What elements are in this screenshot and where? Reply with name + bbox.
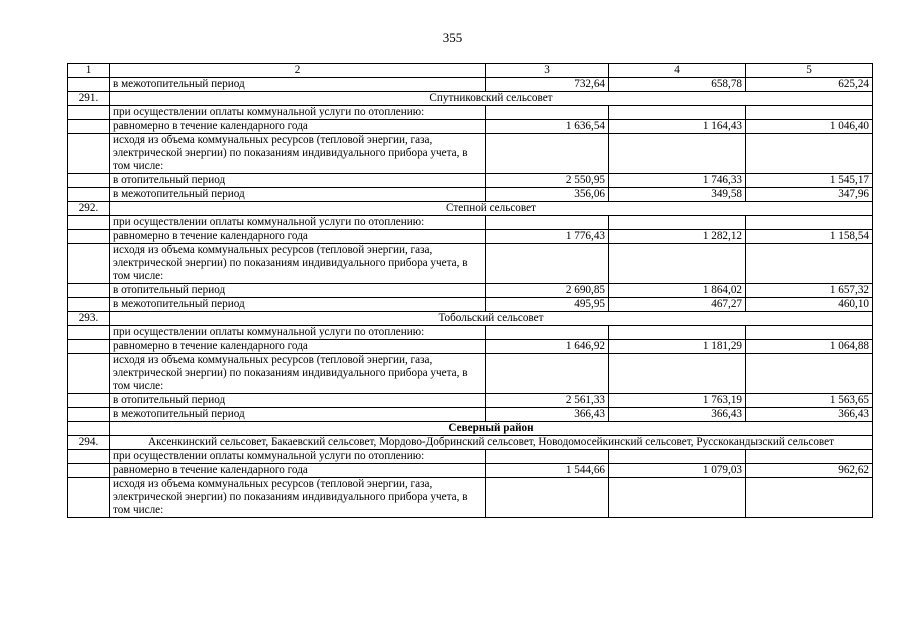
row-label: при осуществлении оплаты коммунальной услуги по отоплению: — [110, 450, 486, 464]
section-title: Тобольский сельсовет — [110, 312, 873, 326]
header-col-1: 1 — [68, 64, 110, 78]
row-value-col-3: 2 690,85 — [486, 284, 609, 298]
row-value-col-5: 366,43 — [746, 408, 873, 422]
row-number-cell — [68, 174, 110, 188]
row-value-col-4: 1 746,33 — [609, 174, 746, 188]
header-col-3: 3 — [486, 64, 609, 78]
row-number-cell — [68, 450, 110, 464]
row-value-col-5 — [746, 106, 873, 120]
header-col-4: 4 — [609, 64, 746, 78]
row-number-cell — [68, 244, 110, 284]
row-value-col-3 — [486, 478, 609, 518]
table-row — [68, 298, 873, 312]
section-row — [68, 312, 873, 326]
row-number-cell — [68, 188, 110, 202]
section-number: 294. — [68, 436, 110, 450]
table-row — [68, 244, 873, 284]
row-value-col-4: 658,78 — [609, 78, 746, 92]
row-value-col-5 — [746, 354, 873, 394]
row-label: равномерно в течение календарного года — [110, 230, 486, 244]
table-row — [68, 174, 873, 188]
page-number: 355 — [442, 30, 463, 45]
row-value-col-4: 1 079,03 — [609, 464, 746, 478]
row-value-col-4: 1 181,29 — [609, 340, 746, 354]
row-value-col-5: 1 046,40 — [746, 120, 873, 134]
table-row — [68, 230, 873, 244]
section-row — [68, 202, 873, 216]
row-value-col-4 — [609, 354, 746, 394]
row-label: в отопительный период — [110, 284, 486, 298]
row-value-col-5: 460,10 — [746, 298, 873, 312]
row-value-col-3: 1 776,43 — [486, 230, 609, 244]
table-row — [68, 284, 873, 298]
row-value-col-4 — [609, 244, 746, 284]
district-row — [68, 422, 873, 436]
row-value-col-5 — [746, 326, 873, 340]
district-number-cell — [68, 422, 110, 436]
header-col-5: 5 — [746, 64, 873, 78]
row-value-col-3 — [486, 450, 609, 464]
row-value-col-3 — [486, 216, 609, 230]
section-row — [68, 92, 873, 106]
row-number-cell — [68, 298, 110, 312]
row-value-col-5: 625,24 — [746, 78, 873, 92]
section-number: 291. — [68, 92, 110, 106]
row-number-cell — [68, 120, 110, 134]
row-label: исходя из объема коммунальных ресурсов (тепловой энергии, газа, электрической энергии) по показаниям индивидуального прибора учета, в том числе: — [110, 134, 486, 174]
table-row — [68, 326, 873, 340]
row-value-col-5: 347,96 — [746, 188, 873, 202]
row-label: в межотопительный период — [110, 188, 486, 202]
row-value-col-3 — [486, 354, 609, 394]
row-value-col-3 — [486, 326, 609, 340]
row-value-col-4: 1 864,02 — [609, 284, 746, 298]
row-value-col-5: 1 545,17 — [746, 174, 873, 188]
row-value-col-5: 1 657,32 — [746, 284, 873, 298]
table-row — [68, 106, 873, 120]
header-row — [68, 64, 873, 78]
row-value-col-4 — [609, 478, 746, 518]
row-value-col-3: 732,64 — [486, 78, 609, 92]
row-label: при осуществлении оплаты коммунальной услуги по отоплению: — [110, 326, 486, 340]
row-number-cell — [68, 464, 110, 478]
table-row — [68, 408, 873, 422]
row-value-col-3: 1 646,92 — [486, 340, 609, 354]
section-title: Аксенкинский сельсовет, Бакаевский сельсовет, Мордово-Добринский сельсовет, Новодомосейкинский сельсовет, Русскокандызский сельсовет — [110, 436, 873, 450]
row-value-col-4 — [609, 450, 746, 464]
row-value-col-5 — [746, 216, 873, 230]
row-number-cell — [68, 216, 110, 230]
row-value-col-3 — [486, 106, 609, 120]
row-value-col-3: 356,06 — [486, 188, 609, 202]
row-label: исходя из объема коммунальных ресурсов (тепловой энергии, газа, электрической энергии) по показаниям индивидуального прибора учета, в том числе: — [110, 244, 486, 284]
table-row — [68, 450, 873, 464]
row-value-col-3: 366,43 — [486, 408, 609, 422]
row-label: равномерно в течение календарного года — [110, 120, 486, 134]
row-value-col-4 — [609, 326, 746, 340]
row-value-col-3 — [486, 244, 609, 284]
table-row — [68, 134, 873, 174]
table-row — [68, 354, 873, 394]
table-row — [68, 464, 873, 478]
row-value-col-5: 962,62 — [746, 464, 873, 478]
table-row — [68, 120, 873, 134]
table-row — [68, 340, 873, 354]
row-value-col-4: 1 763,19 — [609, 394, 746, 408]
section-row — [68, 436, 873, 450]
table-row — [68, 216, 873, 230]
row-value-col-4 — [609, 134, 746, 174]
row-number-cell — [68, 354, 110, 394]
row-number-cell — [68, 284, 110, 298]
section-number: 293. — [68, 312, 110, 326]
district-title: Северный район — [110, 422, 873, 436]
table-row — [68, 478, 873, 518]
row-label: равномерно в течение календарного года — [110, 340, 486, 354]
tariff-table — [67, 63, 873, 518]
row-value-col-5 — [746, 478, 873, 518]
row-value-col-3: 1 544,66 — [486, 464, 609, 478]
row-value-col-4: 349,58 — [609, 188, 746, 202]
row-label: в межотопительный период — [110, 408, 486, 422]
row-value-col-4: 467,27 — [609, 298, 746, 312]
header-col-2: 2 — [110, 64, 486, 78]
row-number-cell — [68, 230, 110, 244]
row-value-col-4 — [609, 106, 746, 120]
row-value-col-5: 1 064,88 — [746, 340, 873, 354]
row-value-col-5: 1 563,65 — [746, 394, 873, 408]
row-value-col-4 — [609, 216, 746, 230]
row-value-col-3: 2 561,33 — [486, 394, 609, 408]
row-label: в отопительный период — [110, 174, 486, 188]
section-title: Степной сельсовет — [110, 202, 873, 216]
row-number-cell — [68, 394, 110, 408]
row-value-col-5 — [746, 134, 873, 174]
row-label: в межотопительный период — [110, 78, 486, 92]
row-number-cell — [68, 78, 110, 92]
row-label: в межотопительный период — [110, 298, 486, 312]
row-number-cell — [68, 340, 110, 354]
table-body — [68, 78, 873, 518]
row-label: при осуществлении оплаты коммунальной услуги по отоплению: — [110, 106, 486, 120]
section-number: 292. — [68, 202, 110, 216]
table-row — [68, 188, 873, 202]
row-value-col-4: 1 164,43 — [609, 120, 746, 134]
row-value-col-3: 1 636,54 — [486, 120, 609, 134]
row-value-col-5: 1 158,54 — [746, 230, 873, 244]
row-value-col-5 — [746, 244, 873, 284]
row-value-col-5 — [746, 450, 873, 464]
row-label: равномерно в течение календарного года — [110, 464, 486, 478]
row-label: в отопительный период — [110, 394, 486, 408]
row-label: при осуществлении оплаты коммунальной услуги по отоплению: — [110, 216, 486, 230]
row-number-cell — [68, 408, 110, 422]
row-value-col-3: 495,95 — [486, 298, 609, 312]
table-row — [68, 78, 873, 92]
row-value-col-3 — [486, 134, 609, 174]
row-number-cell — [68, 326, 110, 340]
row-value-col-4: 1 282,12 — [609, 230, 746, 244]
row-label: исходя из объема коммунальных ресурсов (тепловой энергии, газа, электрической энергии) по показаниям индивидуального прибора учета, в том числе: — [110, 478, 486, 518]
row-label: исходя из объема коммунальных ресурсов (тепловой энергии, газа, электрической энергии) по показаниям индивидуального прибора учета, в том числе: — [110, 354, 486, 394]
row-number-cell — [68, 134, 110, 174]
row-number-cell — [68, 478, 110, 518]
row-number-cell — [68, 106, 110, 120]
table-row — [68, 394, 873, 408]
row-value-col-4: 366,43 — [609, 408, 746, 422]
row-value-col-3: 2 550,95 — [486, 174, 609, 188]
section-title: Спутниковский сельсовет — [110, 92, 873, 106]
